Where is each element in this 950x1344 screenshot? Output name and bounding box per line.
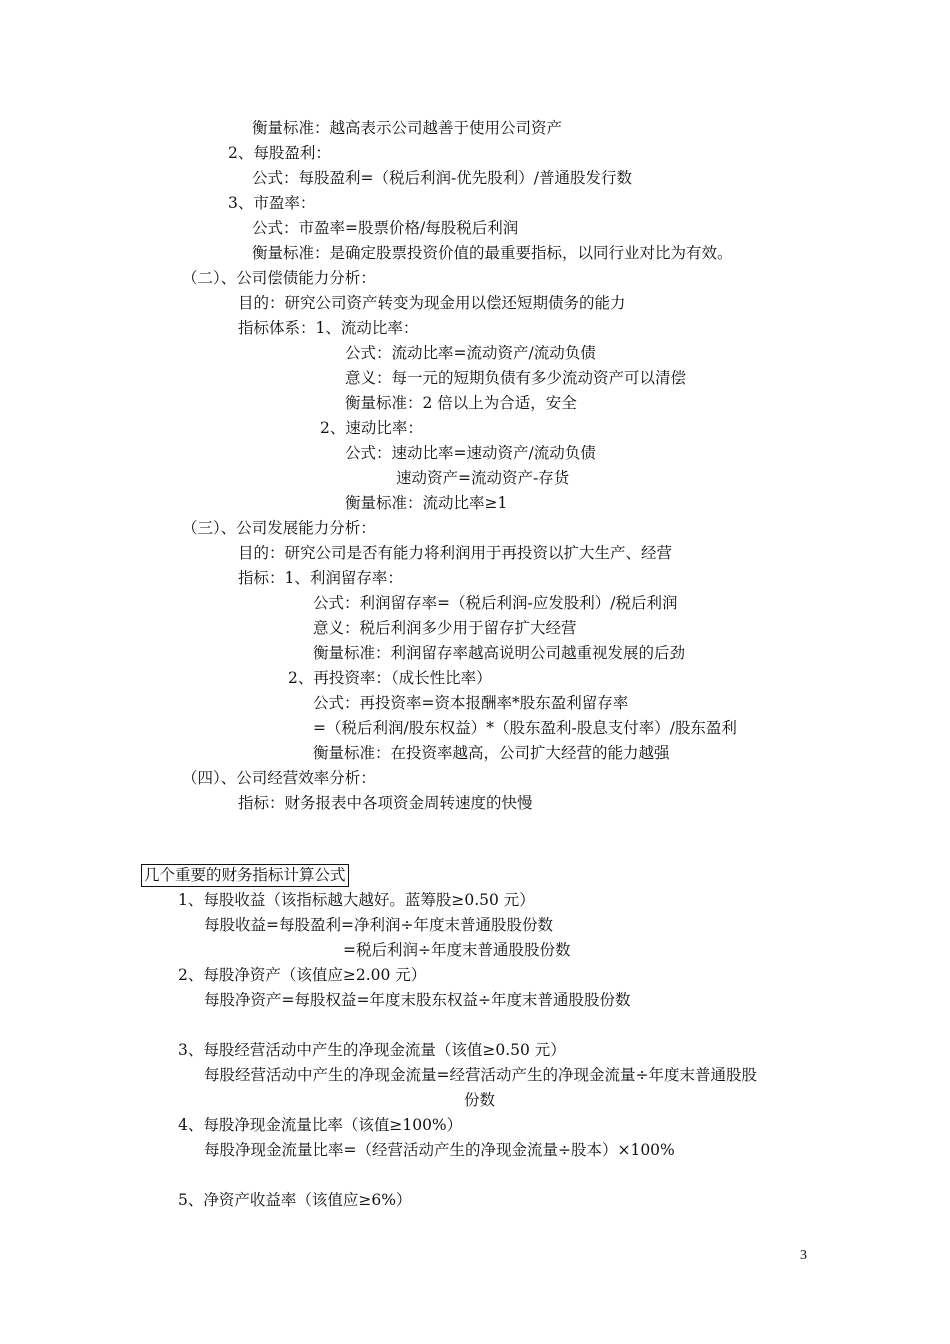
text-line: 指标体系：1、流动比率： xyxy=(238,319,419,337)
text-line: 指标：1、利润留存率： xyxy=(238,569,403,587)
text-line: 衡量标准：2 倍以上为合适，安全 xyxy=(345,394,577,412)
text-line: 公式：市盈率=股票价格/每股税后利润 xyxy=(252,219,519,237)
text-line: 衡量标准：利润留存率越高说明公司越重视发展的后劲 xyxy=(313,644,686,662)
text-line: 2、速动比率： xyxy=(320,419,423,437)
text-line: （四）、公司经营效率分析： xyxy=(182,769,376,787)
text-line: 速动资产=流动资产-存货 xyxy=(396,469,570,487)
text-line: 3、每股经营活动中产生的净现金流量（该值≥0.50 元） xyxy=(178,1041,566,1059)
text-line: 指标：财务报表中各项资金周转速度的快慢 xyxy=(238,794,533,812)
text-line: =（税后利润/股东权益）*（股东盈利-股息支付率）/股东盈利 xyxy=(313,719,737,737)
text-line: 每股收益=每股盈利=净利润÷年度末普通股股份数 xyxy=(204,916,553,934)
page-number: 3 xyxy=(800,1248,807,1263)
text-line: 公式：流动比率=流动资产/流动负债 xyxy=(345,344,596,362)
text-line: 1、每股收益（该指标越大越好。蓝筹股≥0.50 元） xyxy=(178,891,535,909)
text-line: =税后利润÷年度末普通股股份数 xyxy=(343,941,571,959)
text-line: 每股净资产=每股权益=年度末股东权益÷年度末普通股股份数 xyxy=(204,991,631,1009)
text-line: 意义：税后利润多少用于留存扩大经营 xyxy=(313,619,577,637)
text-line: 目的：研究公司是否有能力将利润用于再投资以扩大生产、经营 xyxy=(238,544,673,562)
text-line: 每股经营活动中产生的净现金流量=经营活动产生的净现金流量÷年度末普通股股 xyxy=(204,1066,757,1084)
text-line: 3、市盈率： xyxy=(228,194,316,212)
text-line: （二）、公司偿债能力分析： xyxy=(182,269,376,287)
text-line: 衡量标准：是确定股票投资价值的最重要指标，以同行业对比为有效。 xyxy=(252,244,733,262)
text-line: 衡量标准：在投资率越高，公司扩大经营的能力越强 xyxy=(313,744,670,762)
text-line: 4、每股净现金流量比率（该值≥100%） xyxy=(178,1116,463,1134)
text-line: 意义：每一元的短期负债有多少流动资产可以清偿 xyxy=(345,369,687,387)
text-line: 5、净资产收益率（该值应≥6%） xyxy=(178,1191,412,1209)
section-heading: 几个重要的财务指标计算公式 xyxy=(141,864,349,887)
text-line: 2、每股盈利： xyxy=(228,144,331,162)
text-line: 2、再投资率：（成长性比率） xyxy=(288,669,492,687)
text-line: 目的：研究公司资产转变为现金用以偿还短期债务的能力 xyxy=(238,294,626,312)
text-line: 每股净现金流量比率=（经营活动产生的净现金流量÷股本）×100% xyxy=(204,1141,675,1159)
text-line: （三）、公司发展能力分析： xyxy=(182,519,376,537)
text-line: 公式：再投资率=资本报酬率*股东盈利留存率 xyxy=(313,694,629,712)
text-line: 公式：利润留存率=（税后利润-应发股利）/税后利润 xyxy=(313,594,678,612)
text-line: 公式：速动比率=速动资产/流动负债 xyxy=(345,444,596,462)
text-line: 公式：每股盈利=（税后利润-优先股利）/普通股发行数 xyxy=(252,169,632,187)
text-line: 衡量标准：越高表示公司越善于使用公司资产 xyxy=(252,119,563,137)
text-line: 衡量标准：流动比率≥1 xyxy=(345,494,508,512)
text-line: 份数 xyxy=(464,1091,496,1109)
text-line: 2、每股净资产（该值应≥2.00 元） xyxy=(178,966,427,984)
